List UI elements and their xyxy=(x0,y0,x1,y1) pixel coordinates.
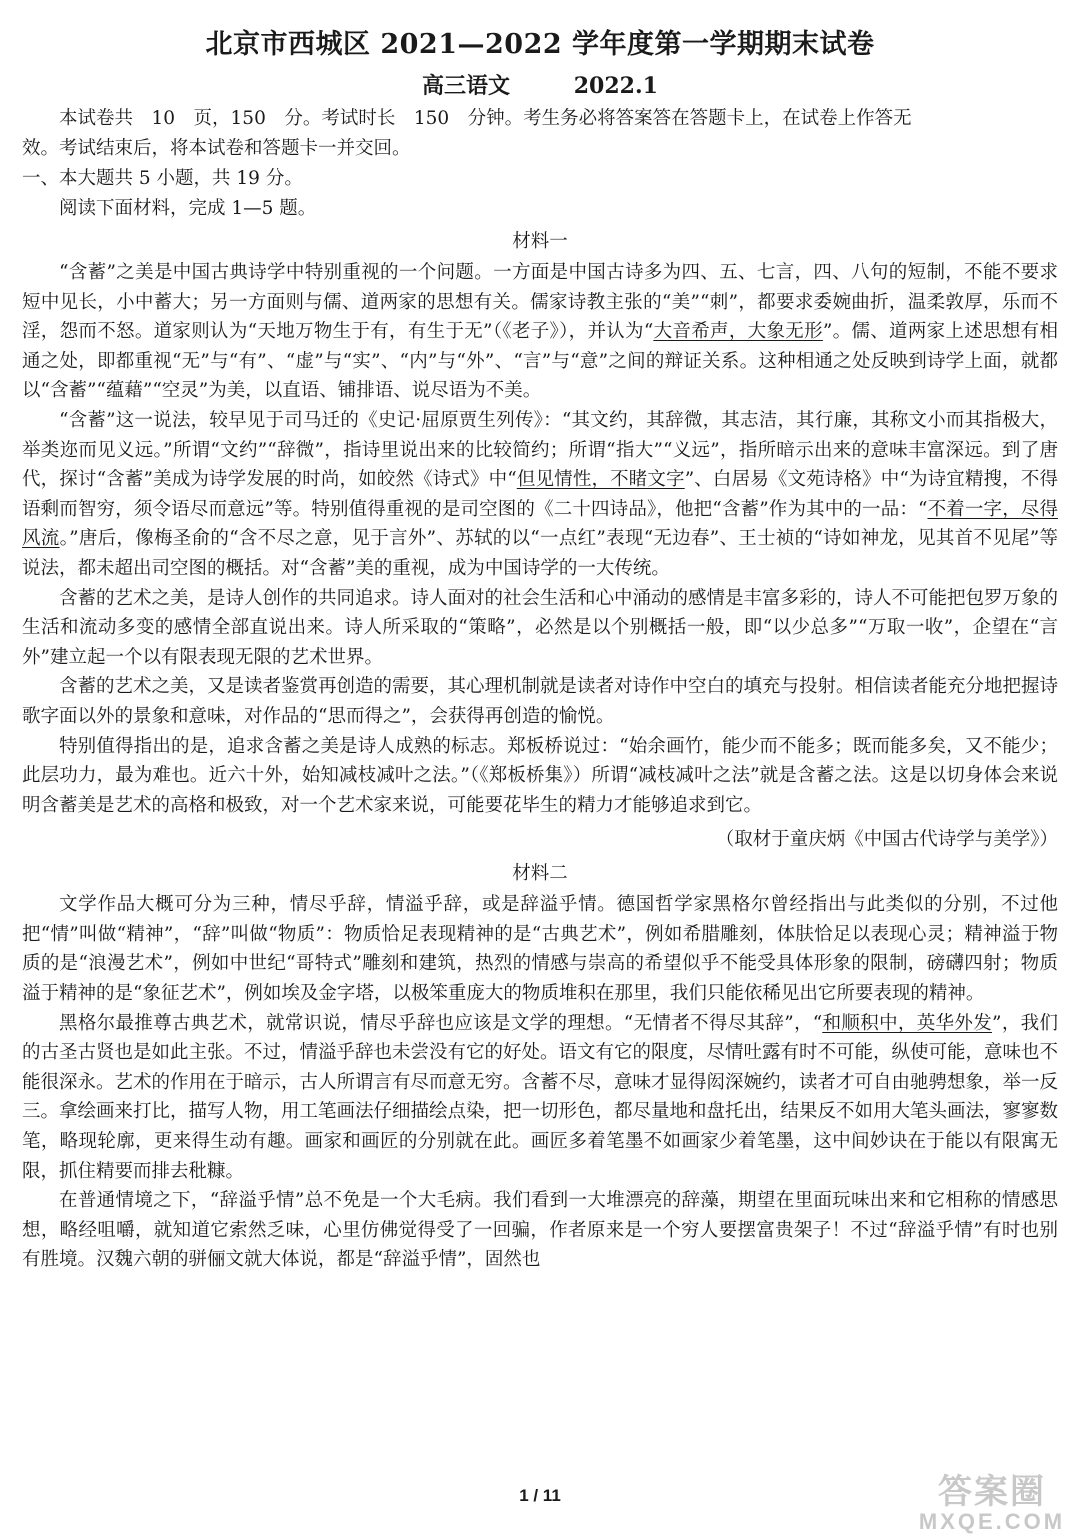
m1p1-text-b: ”。儒、道两家上述思想有相通之处，即都重视“无”与“有”、“虚”与“实”、“内”与“外”、“言”与“意”之间的辩证关系。这种相通之处反映到诗学上面，就都以“含蓄”“蕴藉”“空灵”为美，以直语、铺排语、说尽语为不美。 xyxy=(22,321,1058,402)
material2-paragraph-2 xyxy=(22,1009,1058,1187)
exam-subtitle xyxy=(22,69,1058,100)
material1-paragraph-1 xyxy=(22,258,1058,406)
material1-paragraph-4: 含蓄的艺术之美，又是读者鉴赏再创造的需要，其心理机制就是读者对诗作中空白的填充与投射。相信读者能充分地把握诗歌字面以外的景象和意味，对作品的“思而得之”，会获得再创造的愉悦。 xyxy=(22,676,1059,727)
material2-heading: 材料二 xyxy=(512,863,568,885)
material2-paragraph-1: 文学作品大概可分为三种，情尽乎辞，情溢乎辞，或是辞溢乎情。德国哲学家黑格尔曾经指出与此类似的分别，不过他把“情”叫做“精神”，“辞”叫做“物质”：物质恰足表现精神的是“古典艺术”，例如希腊雕刻，体肤恰足以表现心灵；精神溢于物质的是“浪漫艺术”，例如中世纪“哥特式”雕刻和建筑，热烈的情感与崇高的希望似乎不能受具体形象的限制，磅礴四射；物质溢于精神的是“象征艺术”，例如埃及金字塔，以极笨重庞大的物质堆积在那里，我们只能依稀见出它所要表现的精神。 xyxy=(22,894,1058,1005)
m2p2-underlined-quote: 和顺积中，英华外发 xyxy=(822,1012,993,1034)
watermark-logo-text: 答案圈 xyxy=(938,1473,1046,1511)
exam-date: 2022.1 xyxy=(573,73,658,99)
m2p2-text-a: 黑格尔最推尊古典艺术，就常识说，情尽乎辞也应该是文学的理想。“无情者不得尽其辞”，“ xyxy=(59,1012,823,1034)
section-heading: 一、本大题共 5 小题，共 19 分。 xyxy=(22,168,303,189)
m1p1-underlined-quote: 大音希声，大象无形 xyxy=(653,321,823,343)
m2p2-text-b: ”，我们的古圣古贤也是如此主张。不过，情溢乎辞也未尝没有它的好处。语文有它的限度，尽情吐露有时不可能，纵使可能，意味也不能很深永。艺术的作用在于暗示，古人所谓言有尽而意无穷。含蓄不尽，意味才显得闳深婉约，读者才可自由驰骋想象，举一反三。拿绘画来打比，描写人物，用工笔画法仔细描绘点染，把一切形色，都尽量地和盘托出，结果反不如用大笔头画法，寥寥数笔，略现轮廓，更来得生动有趣。画家和画匠的分别就在此。画匠多着笔墨不如画家少着笔墨，这中间妙诀在于能以有限寓无限，抓住精要而排去秕糠。 xyxy=(22,1012,1059,1182)
m1p2-underlined-quote-1: 但见情性，不睹文字 xyxy=(516,469,685,491)
watermark-url: MXQE.COM xyxy=(918,1509,1066,1534)
exam-title: 北京市西城区 2021—2022 学年度第一学期期末试卷 xyxy=(205,29,875,60)
material2-paragraph-3: 在普通情境之下，“辞溢乎情”总不免是一个大毛病。我们看到一大堆漂亮的辞藻，期望在里面玩味出来和它相称的情感思想，略经咀嚼，就知道它索然乏味，心里仿佛觉得受了一回骗，作者原来是一个穷人要摆富贵架子！不过“辞溢乎情”有时也别有胜境。汉魏六朝的骈俪文就大体说，都是“辞溢乎情”，固然也 xyxy=(22,1190,1058,1271)
site-watermark xyxy=(912,1474,1072,1536)
m1p2-underlined-quote-2: 不着一字，尽得风流 xyxy=(22,498,1058,550)
material1-source: （取材于童庆炳《中国古代诗学与美学》） xyxy=(715,829,1058,851)
reading-instruction: 阅读下面材料，完成 1—5 题。 xyxy=(59,198,317,219)
m1p2-text-b: ”、白居易《文苑诗格》中“为诗宜精搜，不得语剩而智穷，须令语尽而意远”等。特别值得重视的是司空图的《二十四诗品》，他把“含蓄”作为其中的一品：“ xyxy=(22,469,1058,520)
m1p2-text-c: 。”唐后，像梅圣俞的“含不尽之意，见于言外”、苏轼的以“一点红”表现“无边春”、王士祯的“诗如神龙，见其首不见尾”等说法，都未超出司空图的概括。对“含蓄”美的重视，成为中国诗学的一大传统。 xyxy=(22,528,1058,579)
material1-paragraph-2 xyxy=(22,406,1058,584)
exam-note-line2: 效。考试结束后，将本试卷和答题卡一并交回。 xyxy=(22,138,411,159)
m1p1-text-a: “含蓄”之美是中国古典诗学中特别重视的一个问题。一方面是中国古诗多为四、五、七言，四、八句的短制，不能不要求短中见长，小中蓄大；另一方面则与儒、道两家的思想有关。儒家诗教主张的“美”“刺”，都要求委婉曲折，温柔敦厚，乐而不淫，怨而不怒。道家则认为“天地万物生于有，有生于无”（《老子》），并认为“ xyxy=(22,262,1058,343)
material1-paragraph-3: 含蓄的艺术之美，是诗人创作的共同追求。诗人面对的社会生活和心中涌动的感情是丰富多彩的，诗人不可能把包罗万象的生活和流动多变的感情全部直说出来。诗人所采取的“策略”，必然是以个别概括一般，即“以少总多”“万取一收”，企望在“言外”建立起一个以有限表现无限的艺术世界。 xyxy=(22,587,1059,668)
m1p2-text-a: “含蓄”这一说法，较早见于司马迁的《史记·屈原贾生列传》：“其文约，其辞微，其志洁，其行廉，其称文小而其指极大，举类迩而见义远。”所谓“文约”“辞微”，指诗里说出来的比较简约；所谓“指大”“义远”，指所暗示出来的意味丰富深远。到了唐代，探讨“含蓄”美成为诗学发展的时尚，如皎然《诗式》中“ xyxy=(22,409,1058,491)
page-number: 1 / 11 xyxy=(519,1486,561,1505)
material1-paragraph-5: 特别值得指出的是，追求含蓄之美是诗人成熟的标志。郑板桥说过：“始余画竹，能少而不能多；既而能多矣，又不能少；此层功力，最为难也。近六十外，始知减枝减叶之法。”（《郑板桥集》）所谓“减枝减叶之法”就是含蓄之法。这是以切身体会来说明含蓄美是艺术的高格和极致，对一个艺术家来说，可能要花毕生的精力才能够追求到它。 xyxy=(22,735,1058,816)
subject-label: 高三语文 xyxy=(422,73,511,99)
material1-heading: 材料一 xyxy=(512,231,568,252)
exam-note-line1: 本试卷共 10 页，150 分。考试时长 150 分钟。考生务必将答案答在答题卡上，在试卷上作答无 xyxy=(59,108,912,129)
